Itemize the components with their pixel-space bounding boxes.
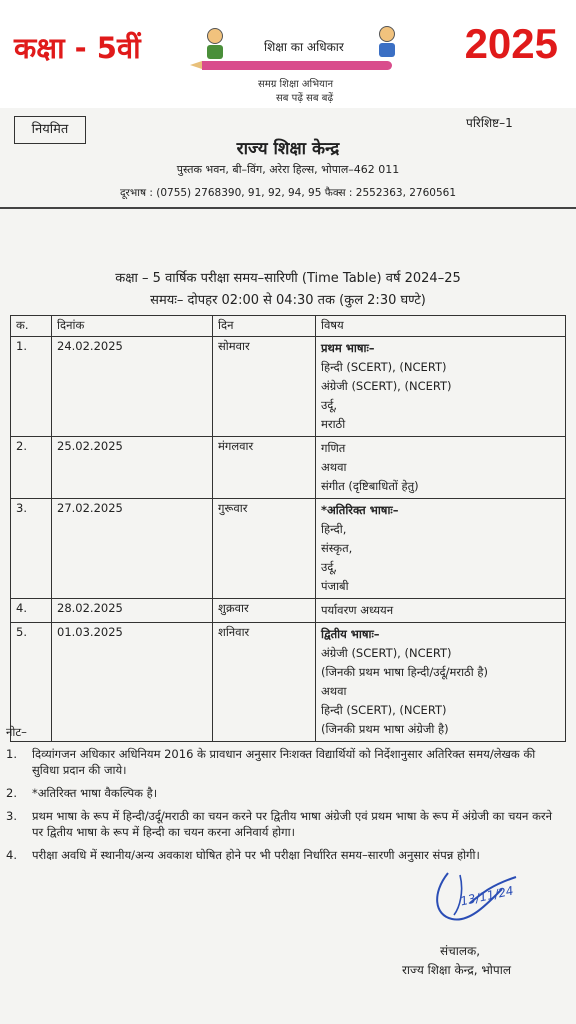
class-label: कक्षा - 5वीं bbox=[14, 31, 141, 65]
row-serial: 4. bbox=[11, 599, 52, 623]
row-subjects bbox=[316, 437, 566, 499]
table-row bbox=[11, 437, 566, 499]
logo-subtitle: समग्र शिक्षा अभियान bbox=[258, 79, 334, 90]
signature-date: 13/11/24 bbox=[459, 883, 515, 909]
child-left-icon bbox=[204, 28, 226, 58]
row-serial: 2. bbox=[11, 437, 52, 499]
note-number: 1. bbox=[6, 747, 17, 761]
director-office: राज्य शिक्षा केन्द्र, भोपाल bbox=[402, 963, 511, 977]
regular-box: नियमित bbox=[14, 116, 86, 144]
note-item bbox=[6, 847, 566, 863]
annexure-label: परिशिष्ट–1 bbox=[466, 116, 513, 130]
subject-title: द्वितीय भाषाः– bbox=[321, 627, 380, 641]
subject-item: संस्कृत, bbox=[321, 541, 353, 555]
year-label: 2025 bbox=[464, 20, 558, 67]
timetable bbox=[10, 315, 566, 742]
row-day: शुक्रवार bbox=[213, 599, 316, 623]
subject-item: मराठी bbox=[321, 417, 346, 431]
header-subject: विषय bbox=[316, 316, 566, 337]
subject-item: अथवा bbox=[321, 684, 347, 698]
row-date: 28.02.2025 bbox=[52, 599, 213, 623]
note-text: परीक्षा अवधि में स्थानीय/अन्य अवकाश घोषित होने पर भी परीक्षा निर्धारित समय–सारणी अनुसार संपन्न होगी। bbox=[32, 848, 480, 862]
note-text: प्रथम भाषा के रूप में हिन्दी/उर्दू/मराठी का चयन करने पर द्वितीय भाषा अंग्रेजी एवं प्रथम भाषा के रूप में अंग्रेजी का चयन करने पर द्वितीय भाषा के रूप में हिन्दी का चयन करना अनिवार्य होगा। bbox=[32, 809, 552, 839]
pencil-icon bbox=[202, 61, 392, 70]
row-date: 25.02.2025 bbox=[52, 437, 213, 499]
subject-item: हिन्दी, bbox=[321, 522, 347, 536]
row-date: 01.03.2025 bbox=[52, 623, 213, 742]
notes-label: नोट– bbox=[6, 725, 27, 739]
note-item bbox=[6, 746, 566, 778]
table-row bbox=[11, 599, 566, 623]
row-day: मंगलवार bbox=[213, 437, 316, 499]
subject-item: पर्यावरण अध्ययन bbox=[321, 603, 394, 617]
header-serial: क. bbox=[11, 316, 52, 337]
exam-heading: कक्षा – 5 वार्षिक परीक्षा समय–सारिणी (Time Table) वर्ष 2024–25 bbox=[115, 271, 461, 286]
subject-item: अंग्रेजी (SCERT), (NCERT) bbox=[321, 379, 452, 393]
subject-item: हिन्दी (SCERT), (NCERT) bbox=[321, 360, 447, 374]
note-number: 2. bbox=[6, 786, 17, 800]
row-serial: 3. bbox=[11, 499, 52, 599]
row-date: 27.02.2025 bbox=[52, 499, 213, 599]
row-day: शनिवार bbox=[213, 623, 316, 742]
subject-item: पंजाबी bbox=[321, 579, 349, 593]
subject-item: (जिनकी प्रथम भाषा हिन्दी/उर्दू/मराठी है) bbox=[321, 665, 488, 679]
subject-item: उर्दू, bbox=[321, 398, 338, 412]
subject-item: (जिनकी प्रथम भाषा अंग्रेजी है) bbox=[321, 722, 449, 736]
header-date: दिनांक bbox=[52, 316, 213, 337]
note-item bbox=[6, 785, 566, 801]
subject-title: *अतिरिक्त भाषाः– bbox=[321, 503, 399, 517]
note-text: दिव्यांगजन अधिकार अधिनियम 2016 के प्रावधान अनुसार निःशक्त विद्यार्थियों को निर्देशानुसार अतिरिक्त समय/लेखक की सुविधा प्रदान की जाये। bbox=[32, 747, 536, 777]
table-row bbox=[11, 499, 566, 599]
rte-logo bbox=[190, 22, 410, 108]
organization-name: राज्य शिक्षा केन्द्र bbox=[236, 139, 340, 159]
row-date: 24.02.2025 bbox=[52, 337, 213, 437]
address: पुस्तक भवन, बी–विंग, अरेरा हिल्स, भोपाल–462 011 bbox=[176, 163, 400, 176]
subject-title: प्रथम भाषाः– bbox=[321, 341, 375, 355]
table-header-row bbox=[11, 316, 566, 337]
subject-item: गणित bbox=[321, 441, 346, 455]
table-row bbox=[11, 623, 566, 742]
director-title: संचालक, bbox=[440, 944, 481, 958]
note-number: 4. bbox=[6, 848, 17, 862]
subject-item: हिन्दी (SCERT), (NCERT) bbox=[321, 703, 447, 717]
table-row bbox=[11, 337, 566, 437]
logo-slogan: सब पढ़ें सब बढ़ें bbox=[276, 93, 334, 104]
notes-section bbox=[6, 725, 566, 870]
row-subjects bbox=[316, 599, 566, 623]
row-serial: 5. bbox=[11, 623, 52, 742]
row-serial: 1. bbox=[11, 337, 52, 437]
logo-title: शिक्षा का अधिकार bbox=[264, 40, 344, 54]
divider bbox=[0, 207, 576, 209]
note-text: *अतिरिक्त भाषा वैकल्पिक है। bbox=[32, 786, 158, 800]
document bbox=[0, 108, 576, 1024]
subject-item: संगीत (दृष्टिबाधितों हेतु) bbox=[321, 479, 419, 493]
row-day: गुरूवार bbox=[213, 499, 316, 599]
subject-item: अंग्रेजी (SCERT), (NCERT) bbox=[321, 646, 452, 660]
row-subjects bbox=[316, 623, 566, 742]
exam-timing: समयः– दोपहर 02:00 से 04:30 तक (कुल 2:30 घण्टे) bbox=[150, 293, 426, 308]
header-day: दिन bbox=[213, 316, 316, 337]
row-subjects bbox=[316, 337, 566, 437]
row-subjects bbox=[316, 499, 566, 599]
note-number: 3. bbox=[6, 809, 17, 823]
subject-item: उर्दू, bbox=[321, 560, 338, 574]
note-item bbox=[6, 808, 566, 840]
row-day: सोमवार bbox=[213, 337, 316, 437]
phone-fax: दूरभाष : (0755) 2768390, 91, 92, 94, 95 फैक्स : 2552363, 2760561 bbox=[119, 187, 457, 199]
subject-item: अथवा bbox=[321, 460, 347, 474]
banner bbox=[0, 0, 576, 108]
child-right-icon bbox=[376, 26, 398, 56]
